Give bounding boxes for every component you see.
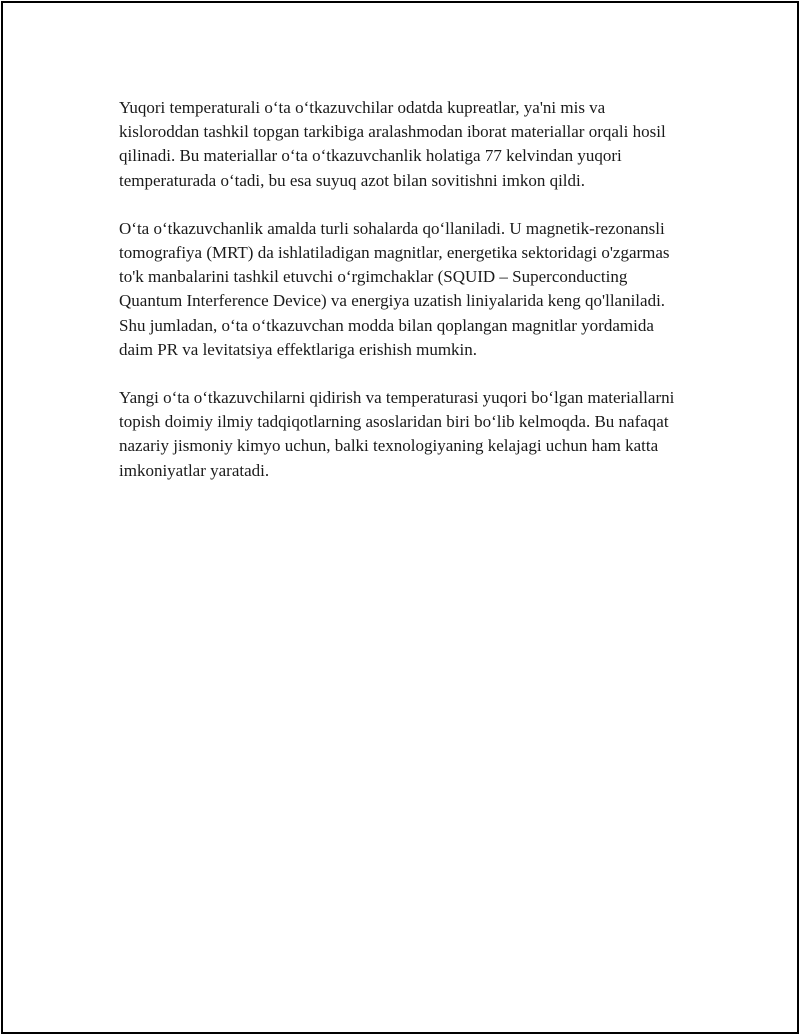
document-page: [1, 1, 799, 1034]
paragraph-2: O‘ta o‘tkazuvchanlik amalda turli sohalarda qo‘llaniladi. U magnetik-rezonansli tomografiya (MRT) da ishlatiladigan magnitlar, energetika sektoridagi o'zgarmas to'k manbalarini tashkil etuvchi o‘rgimchaklar (SQUID – Superconducting Quantum Interference Device) va energiya uzatish liniyalarida keng qo'llaniladi. Shu jumladan, o‘ta o‘tkazuvchan modda bilan qoplangan magnitlar yordamida daim PR va levitatsiya effektlariga erishish mumkin.: [119, 218, 670, 359]
document-body: [119, 96, 689, 507]
paragraph-3: Yangi o‘ta o‘tkazuvchilarni qidirish va temperaturasi yuqori bo‘lgan materiallarni topish doimiy ilmiy tadqiqotlarning asoslaridan biri bo‘lib kelmoqda. Bu nafaqat nazariy jismoniy kimyo uchun, balki texnologiyaning kelajagi uchun ham katta imkoniyatlar yaratadi.: [119, 388, 675, 480]
paragraph-1: Yuqori temperaturali o‘ta o‘tkazuvchilar odatda kupreatlar, ya'ni mis va kisloroddan tashkil topgan tarkibiga aralashmodan iborat materiallar orqali hosil qilinadi. Bu materiallar o‘ta o‘tkazuvchanlik holatiga 77 kelvindan yuqori temperaturada o‘tadi, bu esa suyuq azot bilan sovitishni imkon qildi.: [119, 98, 666, 190]
